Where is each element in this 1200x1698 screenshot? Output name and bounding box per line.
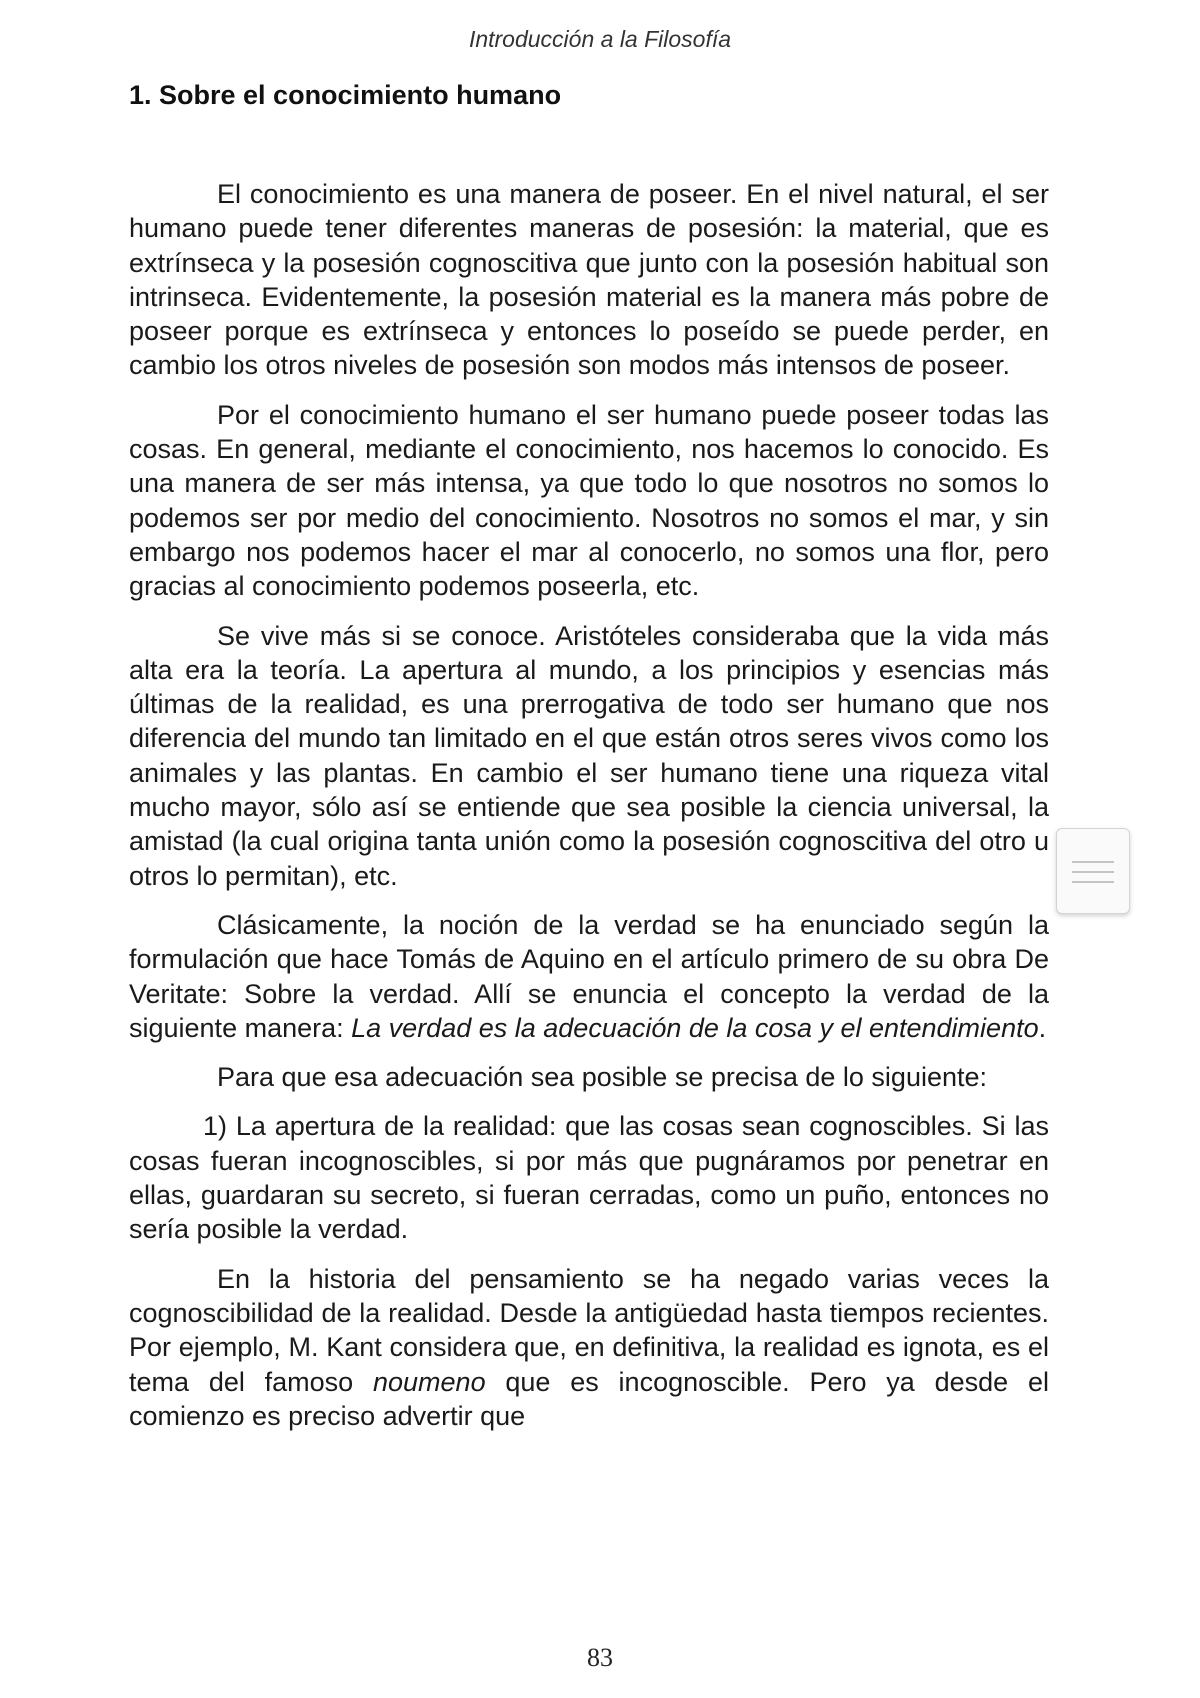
paragraph-5: Para que esa adecuación sea posible se precisa de lo siguiente: <box>217 1062 988 1093</box>
viewer-menu-button[interactable] <box>1056 828 1130 914</box>
paragraph-7-text: En la historia del pensamiento se ha negado varias veces la cognoscibilidad de la realidad. Desde la antigüedad hasta tiempos recientes. Por ejemplo, M. Kant considera que, en definitiva, la realidad es ignota, es el tema del famoso <box>129 1263 1049 1397</box>
paragraph-2: Por el conocimiento humano el ser humano puede poseer todas las cosas. En general, mediante el conocimiento, nos hacemos lo conocido. Es una manera de ser más intensa, ya que todo lo que nosotros no somos lo podemos ser por medio del conocimiento. Nosotros no somos el mar, y sin embargo nos podemos hacer el mar al conocerlo, no somos una flor, pero gracias al conocimiento podemos poseerla, etc. <box>129 399 1049 602</box>
truth-definition: La verdad es la adecuación de la cosa y el entendimiento <box>351 1012 1039 1043</box>
paragraph-7 <box>129 1262 1049 1433</box>
hamburger-menu-icon <box>1072 881 1114 883</box>
paragraph-4-text: Clásicamente, la noción de la verdad se ha enunciado según la formulación que hace Tomás de Aquino en el artículo primero de su obra De Veritate: Sobre la verdad. Allí se enuncia el concepto la verdad de la siguiente manera: <box>129 909 1049 1043</box>
paragraph-4 <box>129 908 1049 1045</box>
paragraph-1: El conocimiento es una manera de poseer. En el nivel natural, el ser humano puede tener diferentes maneras de posesión: la material, que es extrínseca y la posesión cognoscitiva que junto con la posesión habitual son intrinseca. Evidentemente, la posesión material es la manera más pobre de poseer porque es extrínseca y entonces lo poseído se puede perder, en cambio los otros niveles de posesión son modos más intensos de poseer. <box>129 179 1049 381</box>
section-title: 1. Sobre el conocimiento humano <box>129 80 562 110</box>
hamburger-menu-icon <box>1072 861 1114 863</box>
noumeno-term: noumeno <box>373 1366 486 1397</box>
running-header: Introducción a la Filosofía <box>468 26 732 52</box>
list-item-1: 1) La apertura de la realidad: que las cosas sean cognoscibles. Si las cosas fueran incognoscibles, si por más que pugnáramos por penetrar en ellas, guardaran su secreto, si fueran cerradas, como un puño, entonces no sería posible la verdad. <box>129 1111 1049 1245</box>
paragraph-7-end: que es incognoscible. Pero ya desde el comienzo es preciso advertir que <box>129 1366 1049 1431</box>
hamburger-menu-icon <box>1072 871 1114 873</box>
paragraph-4-end: . <box>1038 1012 1047 1043</box>
paragraph-3: Se vive más si se conoce. Aristóteles consideraba que la vida más alta era la teoría. La apertura al mundo, a los principios y esencias más últimas de la realidad, es una prerrogativa de todo ser humano que nos diferencia del mundo tan limitado en el que están otros seres vivos como los animales y las plantas. En cambio el ser humano tiene una riqueza vital mucho mayor, sólo así se entiende que sea posible la ciencia universal, la amistad (la cual origina tanta unión como la posesión cognoscitiva del otro u otros lo permitan), etc. <box>129 620 1049 891</box>
body-text <box>129 177 1049 1448</box>
page-number: 83 <box>587 1643 613 1672</box>
